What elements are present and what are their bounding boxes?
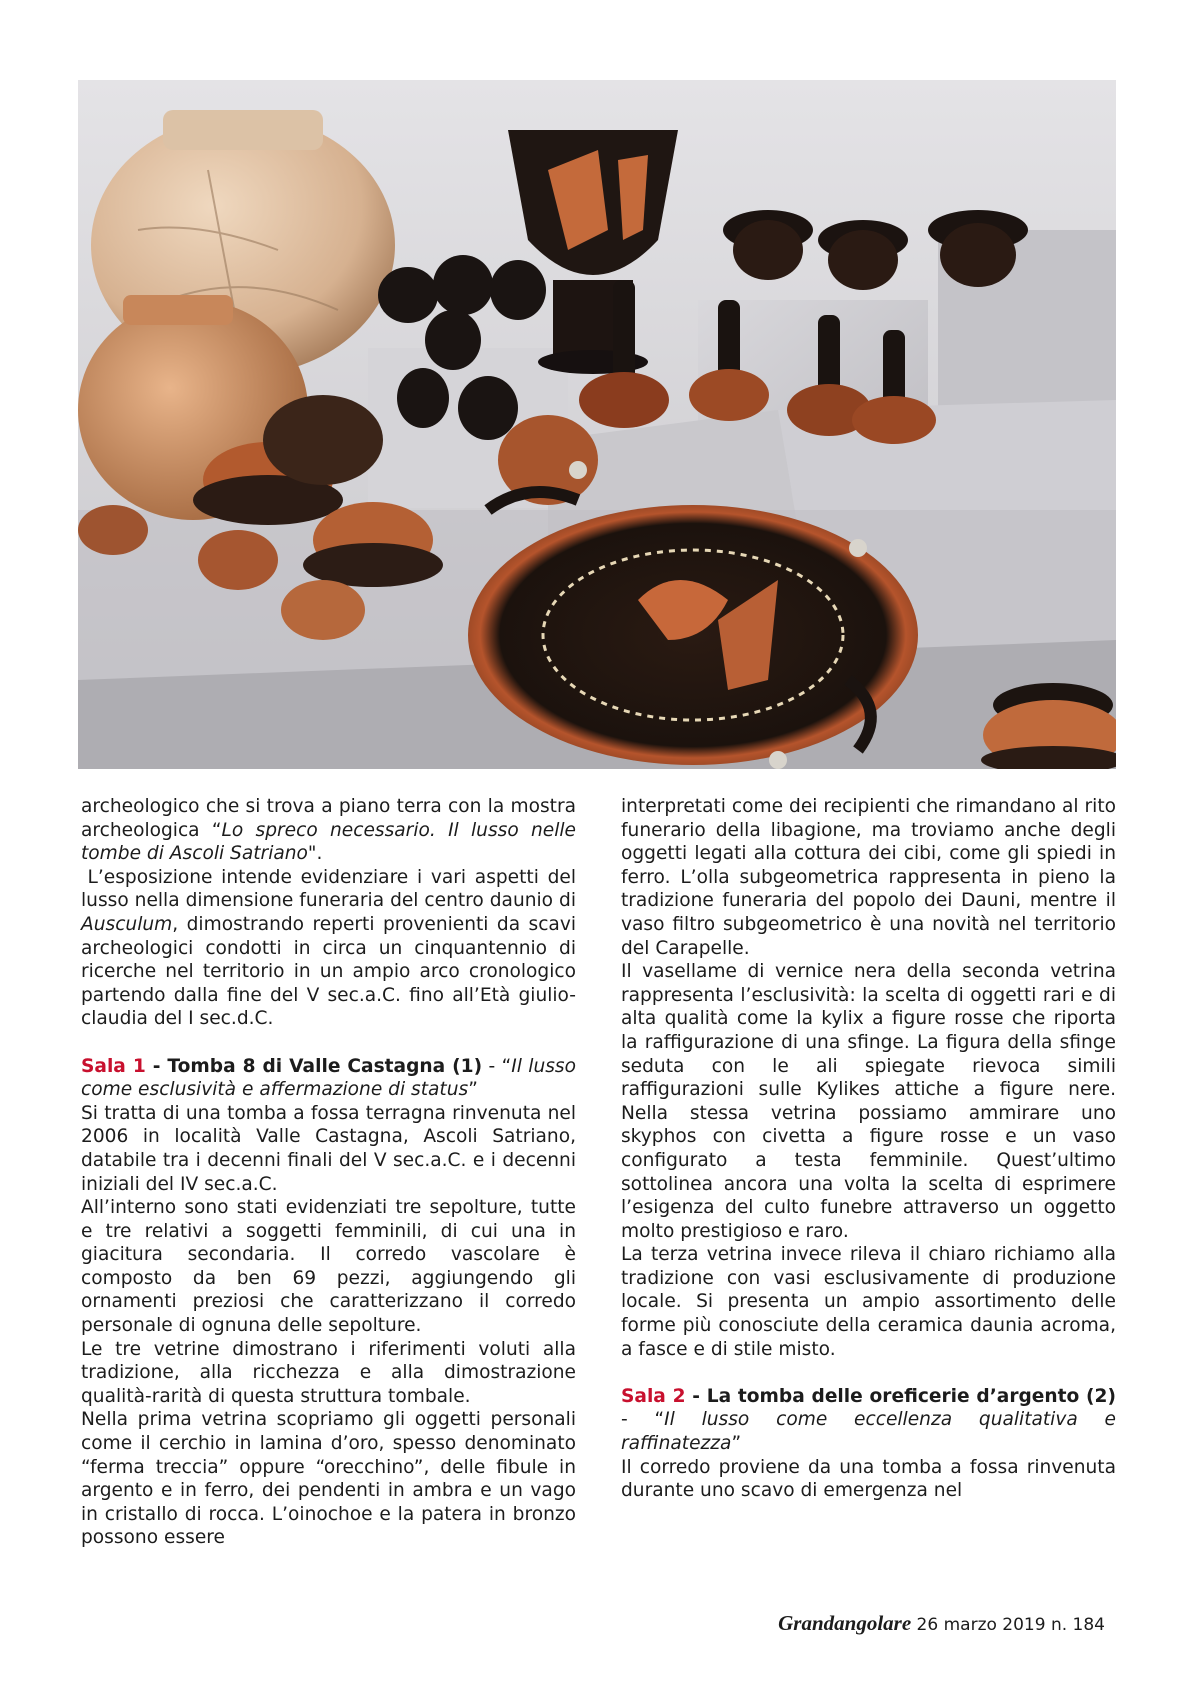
sala2-heading — [621, 1385, 1116, 1456]
exhibition-paragraph — [81, 866, 576, 1031]
ausculum-term: Ausculum — [81, 913, 173, 935]
museum-showcase-photo — [78, 80, 1116, 769]
sala1-heading — [81, 1055, 576, 1102]
sala1-subtitle: Il lusso come esclusività e affermazione di status — [81, 1055, 576, 1101]
paragraph-gap — [621, 1361, 1116, 1385]
second-showcase-paragraph: Il vasellame di vernice nera della seconda vetrina rappresenta l’esclusività: la scelta di oggetti rari e di alta qualità come la kylix a figure rosse che riporta la raffigurazione di una sfinge. La figura della sfinge seduta con le ali spiegate rievoca simili raffigurazioni sulle Kylikes attiche a figure nere. Nella stessa vetrina possiamo ammirare uno skyphos con civetta a figure rosse e un vaso configurato a testa femminile. Quest’ultimo sottolinea ancora una volta la scelta di esprimere l’esigenza del culto funebre attraverso un oggetto molto prestigioso e raro. — [621, 961, 1116, 1242]
exhibition-text: L’esposizione intende evidenziare i vari aspetti del lusso nella dimensione funeraria del centro daunio di — [81, 866, 576, 912]
sala1-label: Sala 1 — [81, 1055, 146, 1077]
page-footer — [778, 1611, 1105, 1636]
paragraph-gap — [81, 1031, 576, 1055]
magazine-name: Grandangolare — [778, 1611, 912, 1635]
exhibition-text-end: , dimostrando reperti provenienti da scavi archeologici condotti in circa un cinquantennio di ricerche nel territorio in un ampio arco cronologico partendo dalla fine del V sec.a.C. fino all’Età giulio-claudia del I sec.d.C. — [81, 913, 576, 1030]
showcases-paragraph: Le tre vetrine dimostrano i riferimenti voluti alla tradizione, alla ricchezza e alla dimostrazione qualità-rarità di questa struttura tombale. — [81, 1338, 576, 1407]
intro-paragraph — [81, 795, 576, 866]
sala2-subtitle: Il lusso come eccellenza qualitativa e raffinatezza — [621, 1409, 1116, 1455]
right-text-column — [621, 795, 1116, 1503]
sala2-label: Sala 2 — [621, 1385, 686, 1407]
sala2-quote-close: ” — [731, 1433, 742, 1455]
sala1-dash: - “ — [482, 1055, 512, 1077]
sala2-dash: - “ — [621, 1409, 665, 1431]
left-text-column — [81, 795, 576, 1550]
silver-tomb-paragraph: Il corredo proviene da una tomba a fossa rinvenuta durante uno scavo di emergenza nel — [621, 1456, 1116, 1502]
sala1-title: - Tomba 8 di Valle Castagna (1) — [145, 1055, 483, 1077]
intro-text: archeologico che si trova a piano terra con la mostra archeologica “ — [81, 796, 576, 841]
third-showcase-paragraph: La terza vetrina invece rileva il chiaro richiamo alla tradizione con vasi esclusivamente di produzione locale. Si presenta un ampio assortimento delle forme più conosciute della ceramica daunia acroma, a fasce e di stile misto. — [621, 1244, 1116, 1360]
tomb-description-paragraph: Si tratta di una tomba a fossa terragna rinvenuta nel 2006 in località Valle Castagna, Ascoli Satriano, databile tra i decenni finali del V sec.a.C. e i decenni iniziali del IV sec.a.C. — [81, 1102, 576, 1195]
sala2-title: - La tomba delle oreficerie d’argento (2) — [685, 1385, 1116, 1407]
intro-text-end: ". — [307, 843, 323, 865]
pottery-exhibit-image — [78, 80, 1116, 769]
libation-paragraph: interpretati come dei recipienti che rimandano al rito funerario della libagione, ma troviamo anche degli oggetti legati alla cottura dei cibi, come gli spiedi in ferro. L’olla subgeometrica rappresenta in pieno la tradizione funeraria del popolo dei Dauni, mentre il vaso filtro subgeometrico è una novità nel territorio del Carapelle. — [621, 796, 1116, 959]
first-showcase-paragraph: Nella prima vetrina scopriamo gli oggetti personali come il cerchio in lamina d’oro, spesso denominato “ferma treccia” oppure “orecchino”, delle fibule in argento e in ferro, dei pendenti in ambra e un vago in cristallo di rocca. L’oinochoe e la patera in bronzo possono essere — [81, 1409, 576, 1549]
burials-paragraph: All’interno sono stati evidenziati tre sepolture, tutte e tre relativi a soggetti femminili, di cui una in giacitura secondaria. Il corredo vascolare è composto da ben 69 pezzi, aggiungendo gli ornamenti preziosi che caratterizzano il corredo personale di ognuna delle sepolture. — [81, 1197, 576, 1337]
exhibition-title: Lo spreco necessario. Il lusso nelle tombe di Ascoli Satriano — [81, 819, 577, 865]
sala1-quote-close: ” — [468, 1079, 478, 1101]
issue-info: 26 marzo 2019 n. 184 — [911, 1615, 1105, 1635]
